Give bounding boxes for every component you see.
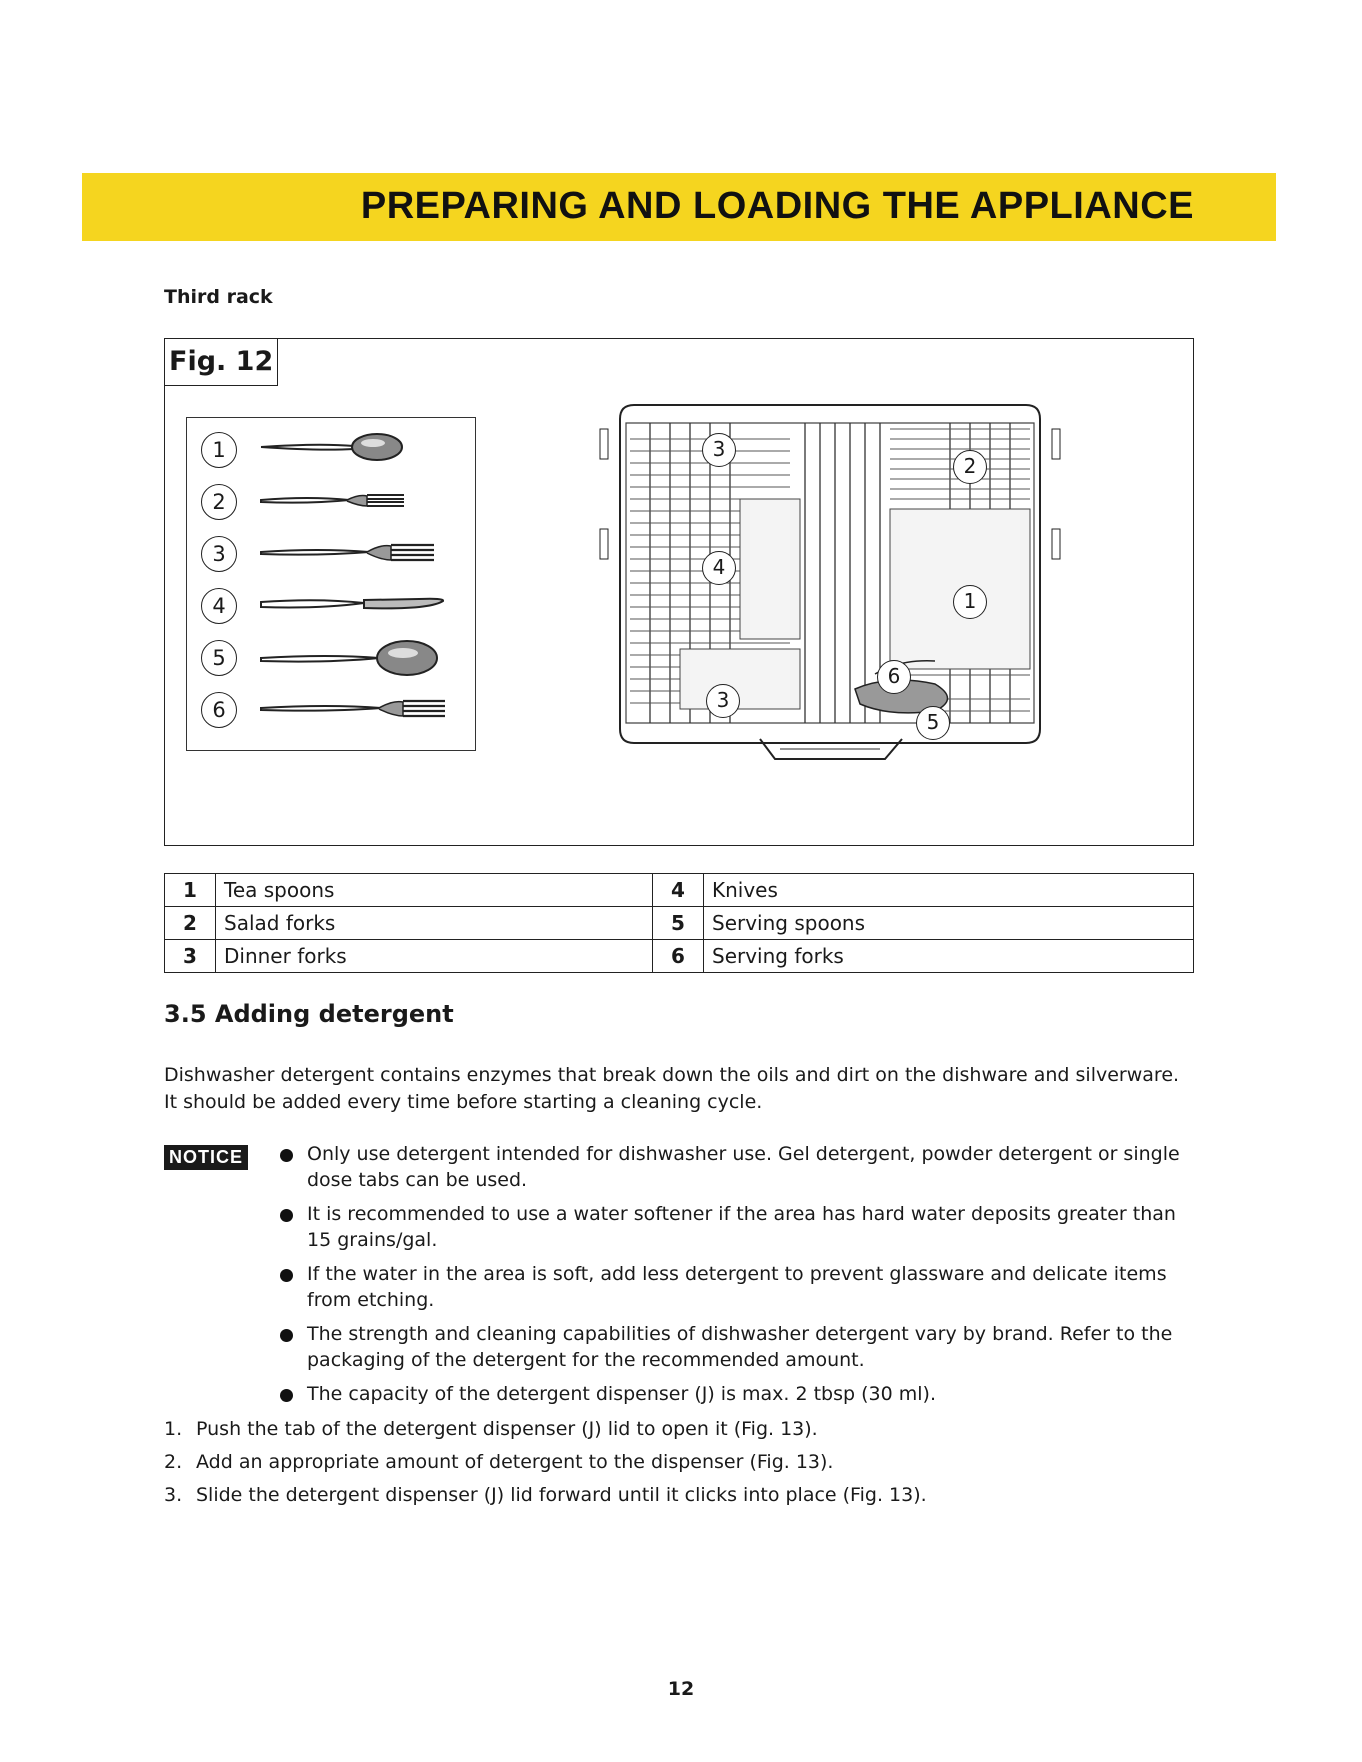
legend-number: 5 xyxy=(201,640,237,676)
knife-icon xyxy=(259,586,449,626)
legend-row-4 xyxy=(201,586,461,630)
step-text: Slide the detergent dispenser (J) lid forward until it clicks into place (Fig. 13). xyxy=(196,1484,927,1506)
page-title: PREPARING AND LOADING THE APPLIANCE xyxy=(360,185,1194,227)
third-rack-diagram xyxy=(590,399,1070,803)
rack-callout: 2 xyxy=(953,450,987,484)
list-item: Only use detergent intended for dishwasher use. Gel detergent, powder detergent or single dose tabs can be used. xyxy=(280,1141,1200,1193)
teaspoon-icon xyxy=(259,430,409,470)
items-table xyxy=(164,873,1194,973)
legend-row-3 xyxy=(201,534,461,578)
rack-callout: 6 xyxy=(877,660,911,694)
item-label: Tea spoons xyxy=(216,874,653,907)
item-number: 3 xyxy=(165,940,216,973)
subheading-third-rack: Third rack xyxy=(164,286,273,308)
table-row xyxy=(165,907,1194,940)
item-number: 6 xyxy=(653,940,704,973)
legend-row-2 xyxy=(201,482,461,526)
notice-badge: NOTICE xyxy=(164,1145,248,1170)
list-item xyxy=(164,1446,1194,1479)
legend-row-5 xyxy=(201,638,461,682)
serving-fork-icon xyxy=(259,690,449,730)
list-item: The strength and cleaning capabilities of dishwasher detergent vary by brand. Refer to the packaging of the detergent for the recommended amount. xyxy=(280,1321,1200,1373)
list-item xyxy=(164,1413,1194,1446)
legend-row-6 xyxy=(201,690,461,734)
item-label: Dinner forks xyxy=(216,940,653,973)
step-number: 3. xyxy=(164,1484,183,1506)
table-row xyxy=(165,874,1194,907)
step-number: 1. xyxy=(164,1418,183,1440)
item-number: 5 xyxy=(653,907,704,940)
list-item: It is recommended to use a water softener if the area has hard water deposits greater than 15 grains/gal. xyxy=(280,1201,1200,1253)
page-number: 12 xyxy=(667,1678,695,1700)
item-label: Knives xyxy=(704,874,1194,907)
legend-number: 2 xyxy=(201,484,237,520)
rack-callout: 5 xyxy=(916,706,950,740)
rack-callout: 3 xyxy=(706,684,740,718)
legend-number: 6 xyxy=(201,692,237,728)
steps-list xyxy=(164,1413,1194,1512)
list-item: If the water in the area is soft, add less detergent to prevent glassware and delicate items from etching. xyxy=(280,1261,1200,1313)
rack-callout: 4 xyxy=(702,551,736,585)
rack-callout: 3 xyxy=(702,433,736,467)
item-number: 4 xyxy=(653,874,704,907)
list-item: The capacity of the detergent dispenser (J) is max. 2 tbsp (30 ml). xyxy=(280,1381,1200,1407)
legend-number: 4 xyxy=(201,588,237,624)
figure-label: Fig. 12 xyxy=(165,339,278,386)
rack-callout: 1 xyxy=(953,585,987,619)
list-item xyxy=(164,1479,1194,1512)
salad-fork-icon xyxy=(259,482,409,522)
header-banner xyxy=(82,173,1276,241)
legend-number: 3 xyxy=(201,536,237,572)
item-number: 1 xyxy=(165,874,216,907)
figure-12 xyxy=(164,338,1194,846)
dinner-fork-icon xyxy=(259,534,439,574)
item-label: Salad forks xyxy=(216,907,653,940)
section-title: 3.5 Adding detergent xyxy=(164,1000,454,1028)
item-label: Serving forks xyxy=(704,940,1194,973)
serving-spoon-icon xyxy=(259,638,439,682)
step-number: 2. xyxy=(164,1451,183,1473)
legend-row-1 xyxy=(201,430,461,474)
step-text: Push the tab of the detergent dispenser (J) lid to open it (Fig. 13). xyxy=(196,1418,818,1440)
table-row xyxy=(165,940,1194,973)
item-number: 2 xyxy=(165,907,216,940)
rack-illustration xyxy=(590,399,1070,799)
legend-number: 1 xyxy=(201,432,237,468)
utensil-legend xyxy=(186,417,476,751)
notice-list xyxy=(280,1141,1200,1415)
item-label: Serving spoons xyxy=(704,907,1194,940)
step-text: Add an appropriate amount of detergent to the dispenser (Fig. 13). xyxy=(196,1451,834,1473)
intro-paragraph: Dishwasher detergent contains enzymes that break down the oils and dirt on the dishware and silverware. It should be added every time before starting a cleaning cycle. xyxy=(164,1064,1180,1113)
